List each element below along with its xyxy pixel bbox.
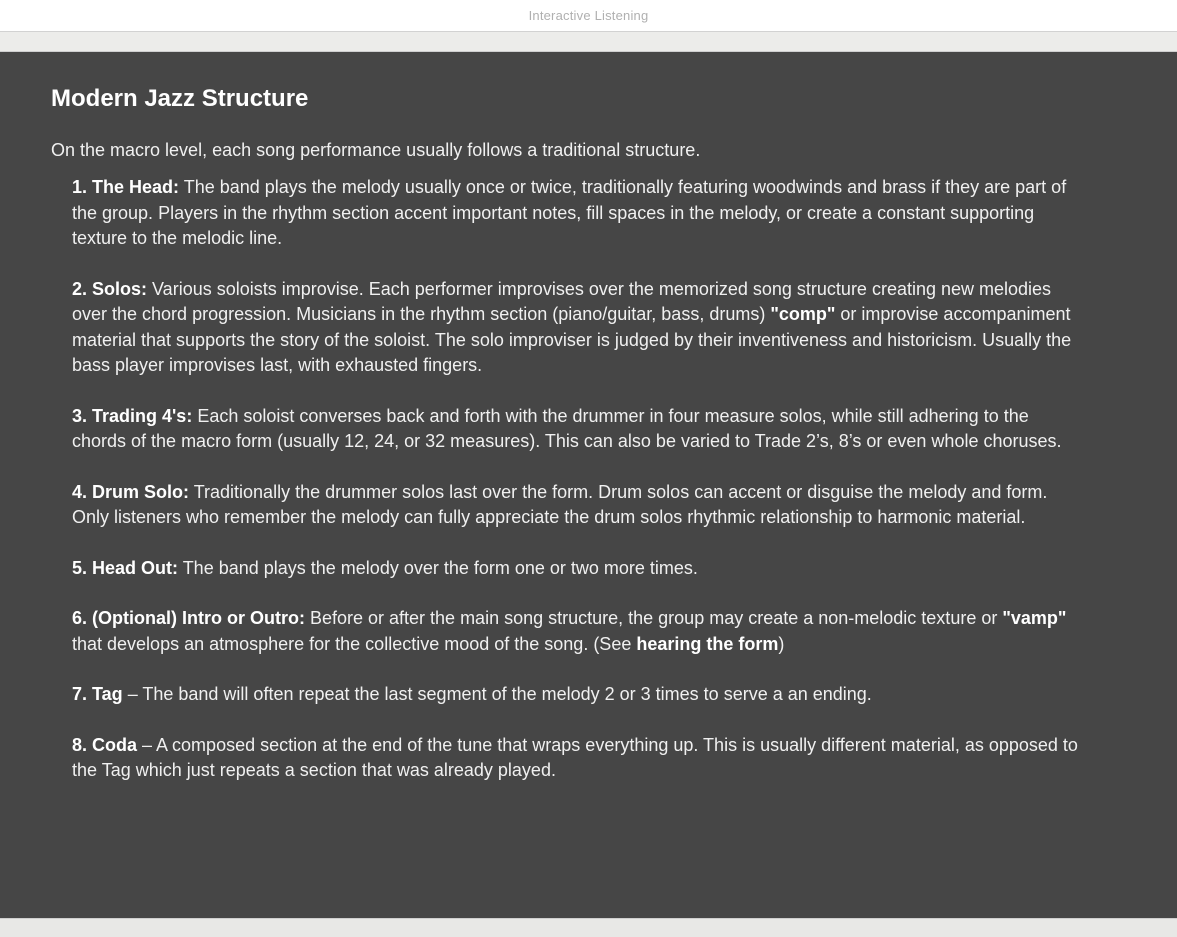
list-item-head-out <box>72 556 1082 582</box>
list-item-tag <box>72 682 1082 708</box>
item-label: 4. Drum Solo: <box>72 481 190 502</box>
item-label: 7. Tag <box>72 684 123 704</box>
comp-emphasis: "comp" <box>770 304 836 324</box>
item-text: that develops an atmosphere for the collective mood of the song. (See <box>72 633 637 654</box>
item-text: ) <box>778 633 785 654</box>
item-text: or improvise accompaniment material that supports the story of the soloist. The solo improviser is judged by their inventiveness and historicism. Usually the bass player improvises last, with exhausted fingers. <box>72 304 1072 375</box>
toolbar-strip <box>0 32 1177 52</box>
list-item-head <box>72 175 1082 252</box>
intro-paragraph: On the macro level, each song performance usually follows a traditional structure. <box>51 140 701 160</box>
item-text: Before or after the main song structure, the group may create a non-melodic texture or <box>304 608 1003 628</box>
window-titlebar <box>0 0 1177 32</box>
item-text: Various soloists improvise. Each performer improvises over the memorized song structure creating new melodies over the chord progression. Musicians in the rhythm section (piano/guitar, bass, drums) <box>72 278 1052 324</box>
item-label: 3. Trading 4's: <box>72 405 193 426</box>
item-label: 2. Solos: <box>72 278 148 299</box>
list-item-intro-outro <box>72 606 1082 657</box>
item-label: 1. The Head: <box>72 177 180 197</box>
page-title: Modern Jazz Structure <box>51 85 309 112</box>
item-text: The band plays the melody usually once or twice, traditionally featuring woodwinds and brass if they are part of the group. Players in the rhythm section accent important notes, fill spaces in the melody, or create a constant supporting texture to the melodic line. <box>72 177 1067 248</box>
item-text: – The band will often repeat the last segment of the melody 2 or 3 times to serve a an ending. <box>122 684 872 704</box>
hearing-the-form-link[interactable]: hearing the form <box>636 633 779 654</box>
list-item-solos <box>72 277 1082 379</box>
item-label: 5. Head Out: <box>72 557 179 578</box>
list-item-drum-solo <box>72 480 1082 531</box>
vamp-emphasis: "vamp" <box>1002 608 1067 628</box>
item-text: Traditionally the drummer solos last over the form. Drum solos can accent or disguise the melody and form. Only listeners who remember the melody can fully appreciate the drum solos rhythmic relationship to harmonic material. <box>72 481 1048 527</box>
bottom-strip <box>0 918 1177 937</box>
item-text: The band plays the melody over the form one or two more times. <box>178 557 698 578</box>
item-text: Each soloist converses back and forth with the drummer in four measure solos, while still adhering to the chords of the macro form (usually 12, 24, or 32 measures). This can also be varied to Trade 2’s, 8’s or even whole choruses. <box>72 405 1062 451</box>
item-label: 8. Coda <box>72 734 138 755</box>
window-title: Interactive Listening <box>528 8 649 23</box>
item-label: 6. (Optional) Intro or Outro: <box>72 608 305 628</box>
list-item-coda <box>72 733 1082 784</box>
list-item-trading-fours <box>72 404 1082 455</box>
content-panel <box>0 52 1177 918</box>
structure-list <box>51 175 1082 784</box>
item-text: – A composed section at the end of the tune that wraps everything up. This is usually different material, as opposed to the Tag which just repeats a section that was already played. <box>72 734 1078 780</box>
